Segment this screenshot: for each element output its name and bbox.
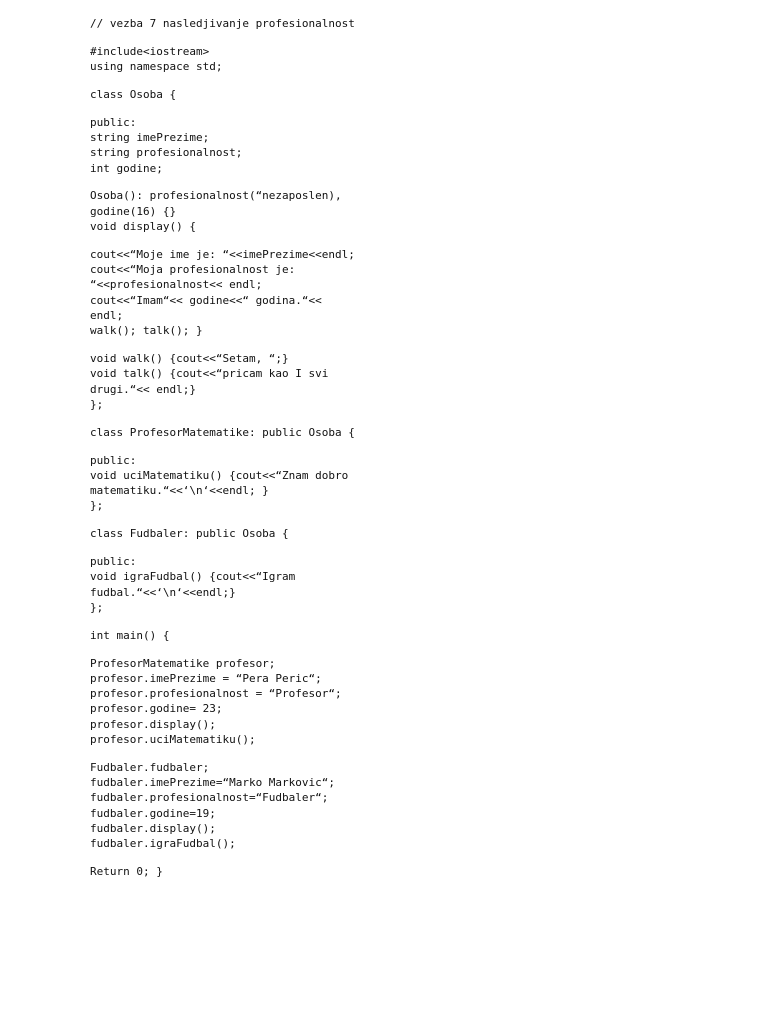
code-line: int godine; (90, 161, 163, 175)
code-line: cout<<“Moje ime je: “<<imePrezime<<endl; (90, 247, 355, 261)
code-line: drugi.“<< endl;} (90, 382, 196, 396)
code-block (90, 425, 730, 440)
code-line: class ProfesorMatematike: public Osoba { (90, 425, 355, 439)
code-line: }; (90, 499, 104, 513)
code-block (90, 247, 730, 339)
code-line: #include<iostream> (90, 44, 210, 58)
code-line: Fudbaler.fudbaler; (90, 760, 210, 774)
code-line: string imePrezime; (90, 130, 210, 144)
block-spacer (90, 234, 730, 247)
code-line: fudbaler.profesionalnost=“Fudbaler“; (90, 791, 329, 805)
block-spacer (90, 643, 730, 656)
code-line: string profesionalnost; (90, 146, 243, 160)
code-block (90, 526, 730, 541)
code-block (90, 188, 730, 234)
code-line: void display() { (90, 219, 196, 233)
code-block (90, 864, 730, 879)
code-block (90, 760, 730, 852)
code-line: public: (90, 453, 137, 467)
code-line: public: (90, 555, 137, 569)
block-spacer (90, 102, 730, 115)
code-document (90, 16, 730, 879)
block-spacer (90, 747, 730, 760)
code-block (90, 44, 730, 75)
code-line: profesor.imePrezime = “Pera Peric“; (90, 671, 322, 685)
code-block (90, 628, 730, 643)
code-line: profesor.godine= 23; (90, 702, 223, 716)
block-spacer (90, 74, 730, 87)
block-spacer (90, 412, 730, 425)
code-line: using namespace std; (90, 60, 223, 74)
block-spacer (90, 339, 730, 352)
code-line: fudbaler.display(); (90, 821, 216, 835)
code-line: fudbaler.godine=19; (90, 806, 216, 820)
code-block (90, 453, 730, 514)
block-spacer (90, 852, 730, 865)
code-block (90, 656, 730, 748)
code-line: walk(); talk(); } (90, 324, 203, 338)
block-spacer (90, 440, 730, 453)
code-line: void talk() {cout<<“pricam kao I svi (90, 367, 329, 381)
code-line: profesor.profesionalnost = “Profesor“; (90, 687, 342, 701)
code-line: matematiku.“<<‘\n‘<<endl; } (90, 484, 269, 498)
code-line: profesor.display(); (90, 717, 216, 731)
code-line: }; (90, 600, 104, 614)
code-block (90, 115, 730, 176)
code-line: void walk() {cout<<“Setam, “;} (90, 352, 289, 366)
code-line: fudbaler.imePrezime=“Marko Markovic“; (90, 776, 336, 790)
block-spacer (90, 31, 730, 44)
code-line: Osoba(): profesionalnost(“nezaposlen), (90, 189, 342, 203)
code-line: fudbaler.igraFudbal(); (90, 837, 236, 851)
code-line: cout<<“Moja profesionalnost je: (90, 263, 296, 277)
code-block (90, 351, 730, 412)
code-block (90, 16, 730, 31)
code-line: void uciMatematiku() {cout<<“Znam dobro (90, 468, 349, 482)
block-spacer (90, 542, 730, 555)
code-line: godine(16) {} (90, 204, 177, 218)
code-line: void igraFudbal() {cout<<“Igram (90, 570, 296, 584)
code-line: cout<<“Imam“<< godine<<“ godina.“<< (90, 293, 322, 307)
code-line: // vezba 7 nasledjivanje profesionalnost (90, 17, 355, 30)
code-line: int main() { (90, 628, 170, 642)
code-line: profesor.uciMatematiku(); (90, 732, 256, 746)
code-line: fudbal.“<<‘\n‘<<endl;} (90, 585, 236, 599)
block-spacer (90, 514, 730, 527)
code-line: class Fudbaler: public Osoba { (90, 527, 289, 541)
code-line: “<<profesionalnost<< endl; (90, 278, 263, 292)
block-spacer (90, 615, 730, 628)
code-block (90, 554, 730, 615)
code-line: }; (90, 397, 104, 411)
code-line: public: (90, 115, 137, 129)
code-line: Return 0; } (90, 865, 163, 879)
block-spacer (90, 176, 730, 189)
code-line: endl; (90, 308, 124, 322)
code-block (90, 87, 730, 102)
code-line: ProfesorMatematike profesor; (90, 656, 276, 670)
code-line: class Osoba { (90, 87, 177, 101)
